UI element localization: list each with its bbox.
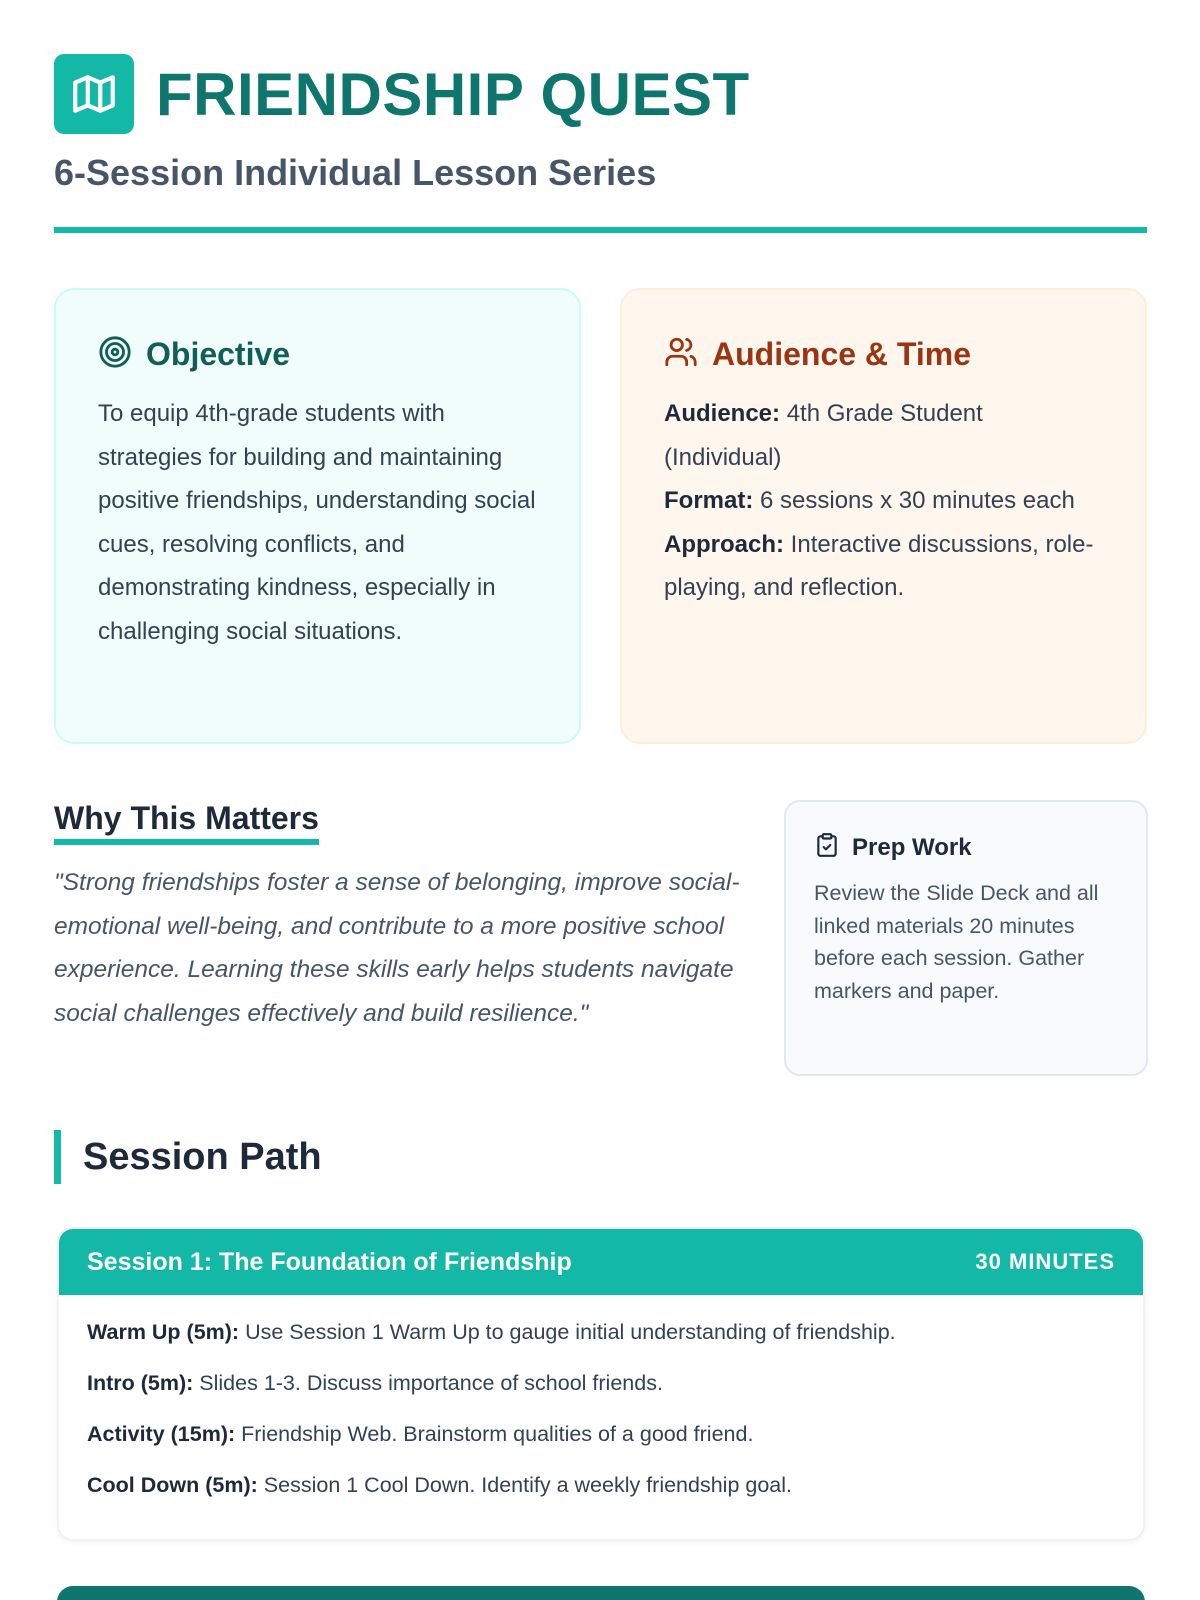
page-title: FRIENDSHIP QUEST	[156, 60, 750, 128]
audience-value: 4th Grade Student (Individual)	[664, 400, 983, 471]
step-text: Use Session 1 Warm Up to gauge initial understanding of friendship.	[245, 1320, 896, 1344]
format-value: 6 sessions x 30 minutes each	[760, 487, 1075, 514]
step-label: Intro (5m):	[87, 1371, 194, 1395]
why-heading: Why This Matters	[54, 800, 319, 845]
objective-text: To equip 4th-grade students with strategies for building and maintaining positive friendships, understanding social cues, resolving conflicts, and demonstrating kindness, especially in challenging social situations.	[98, 400, 536, 645]
session-card	[57, 1227, 1145, 1541]
session-step	[87, 1472, 1115, 1498]
title-row	[54, 54, 1146, 134]
step-label: Activity (15m):	[87, 1422, 236, 1446]
step-text: Friendship Web. Brainstorm qualities of a good friend.	[241, 1422, 754, 1446]
session-step	[87, 1421, 1115, 1447]
format-line	[664, 479, 1103, 523]
approach-label: Approach:	[664, 530, 784, 558]
objective-card-header	[98, 334, 537, 374]
approach-line	[664, 523, 1103, 610]
page-subtitle: 6-Session Individual Lesson Series	[54, 152, 657, 193]
audience-details	[664, 392, 1103, 610]
session-duration: 30 MINUTES	[975, 1249, 1115, 1274]
map-icon	[54, 54, 134, 134]
audience-card	[620, 288, 1147, 744]
why-section	[54, 800, 754, 1035]
prep-card	[784, 800, 1148, 1076]
step-text: Session 1 Cool Down. Identify a weekly friendship goal.	[263, 1473, 793, 1497]
audience-heading: Audience & Time	[712, 335, 972, 372]
session-steps	[59, 1295, 1143, 1541]
header-divider	[54, 227, 1147, 233]
prep-card-header	[814, 832, 1118, 863]
session-path-heading: Session Path	[54, 1130, 322, 1184]
next-session-card-header	[57, 1586, 1145, 1600]
session-step	[87, 1370, 1115, 1396]
format-label: Format:	[664, 487, 754, 514]
session-card-header	[59, 1229, 1143, 1295]
target-icon	[98, 335, 132, 374]
audience-label: Audience:	[664, 400, 781, 427]
approach-value: Interactive discussions, role-playing, and reflection.	[664, 530, 1094, 601]
page-header	[54, 54, 1146, 194]
why-quote: "Strong friendships foster a sense of belonging, improve social-emotional well-being, and contribute to a more positive school experience. Learning these skills early helps students navigate social challenges effectively and build resilience."	[54, 869, 740, 1027]
step-label: Warm Up (5m):	[87, 1320, 240, 1344]
prep-text: Review the Slide Deck and all linked materials 20 minutes before each session. Gather markers and paper.	[814, 881, 1099, 1003]
session-title: Session 1: The Foundation of Friendship	[87, 1247, 572, 1276]
users-icon	[664, 335, 698, 374]
objective-heading: Objective	[146, 335, 291, 372]
step-label: Cool Down (5m):	[87, 1473, 258, 1497]
session-step	[87, 1319, 1115, 1345]
prep-heading: Prep Work	[852, 833, 972, 861]
clipboard-check-icon	[814, 832, 840, 863]
step-text: Slides 1-3. Discuss importance of school friends.	[199, 1371, 663, 1395]
audience-card-header	[664, 334, 1103, 374]
objective-card	[54, 288, 581, 744]
audience-line	[664, 392, 1103, 479]
